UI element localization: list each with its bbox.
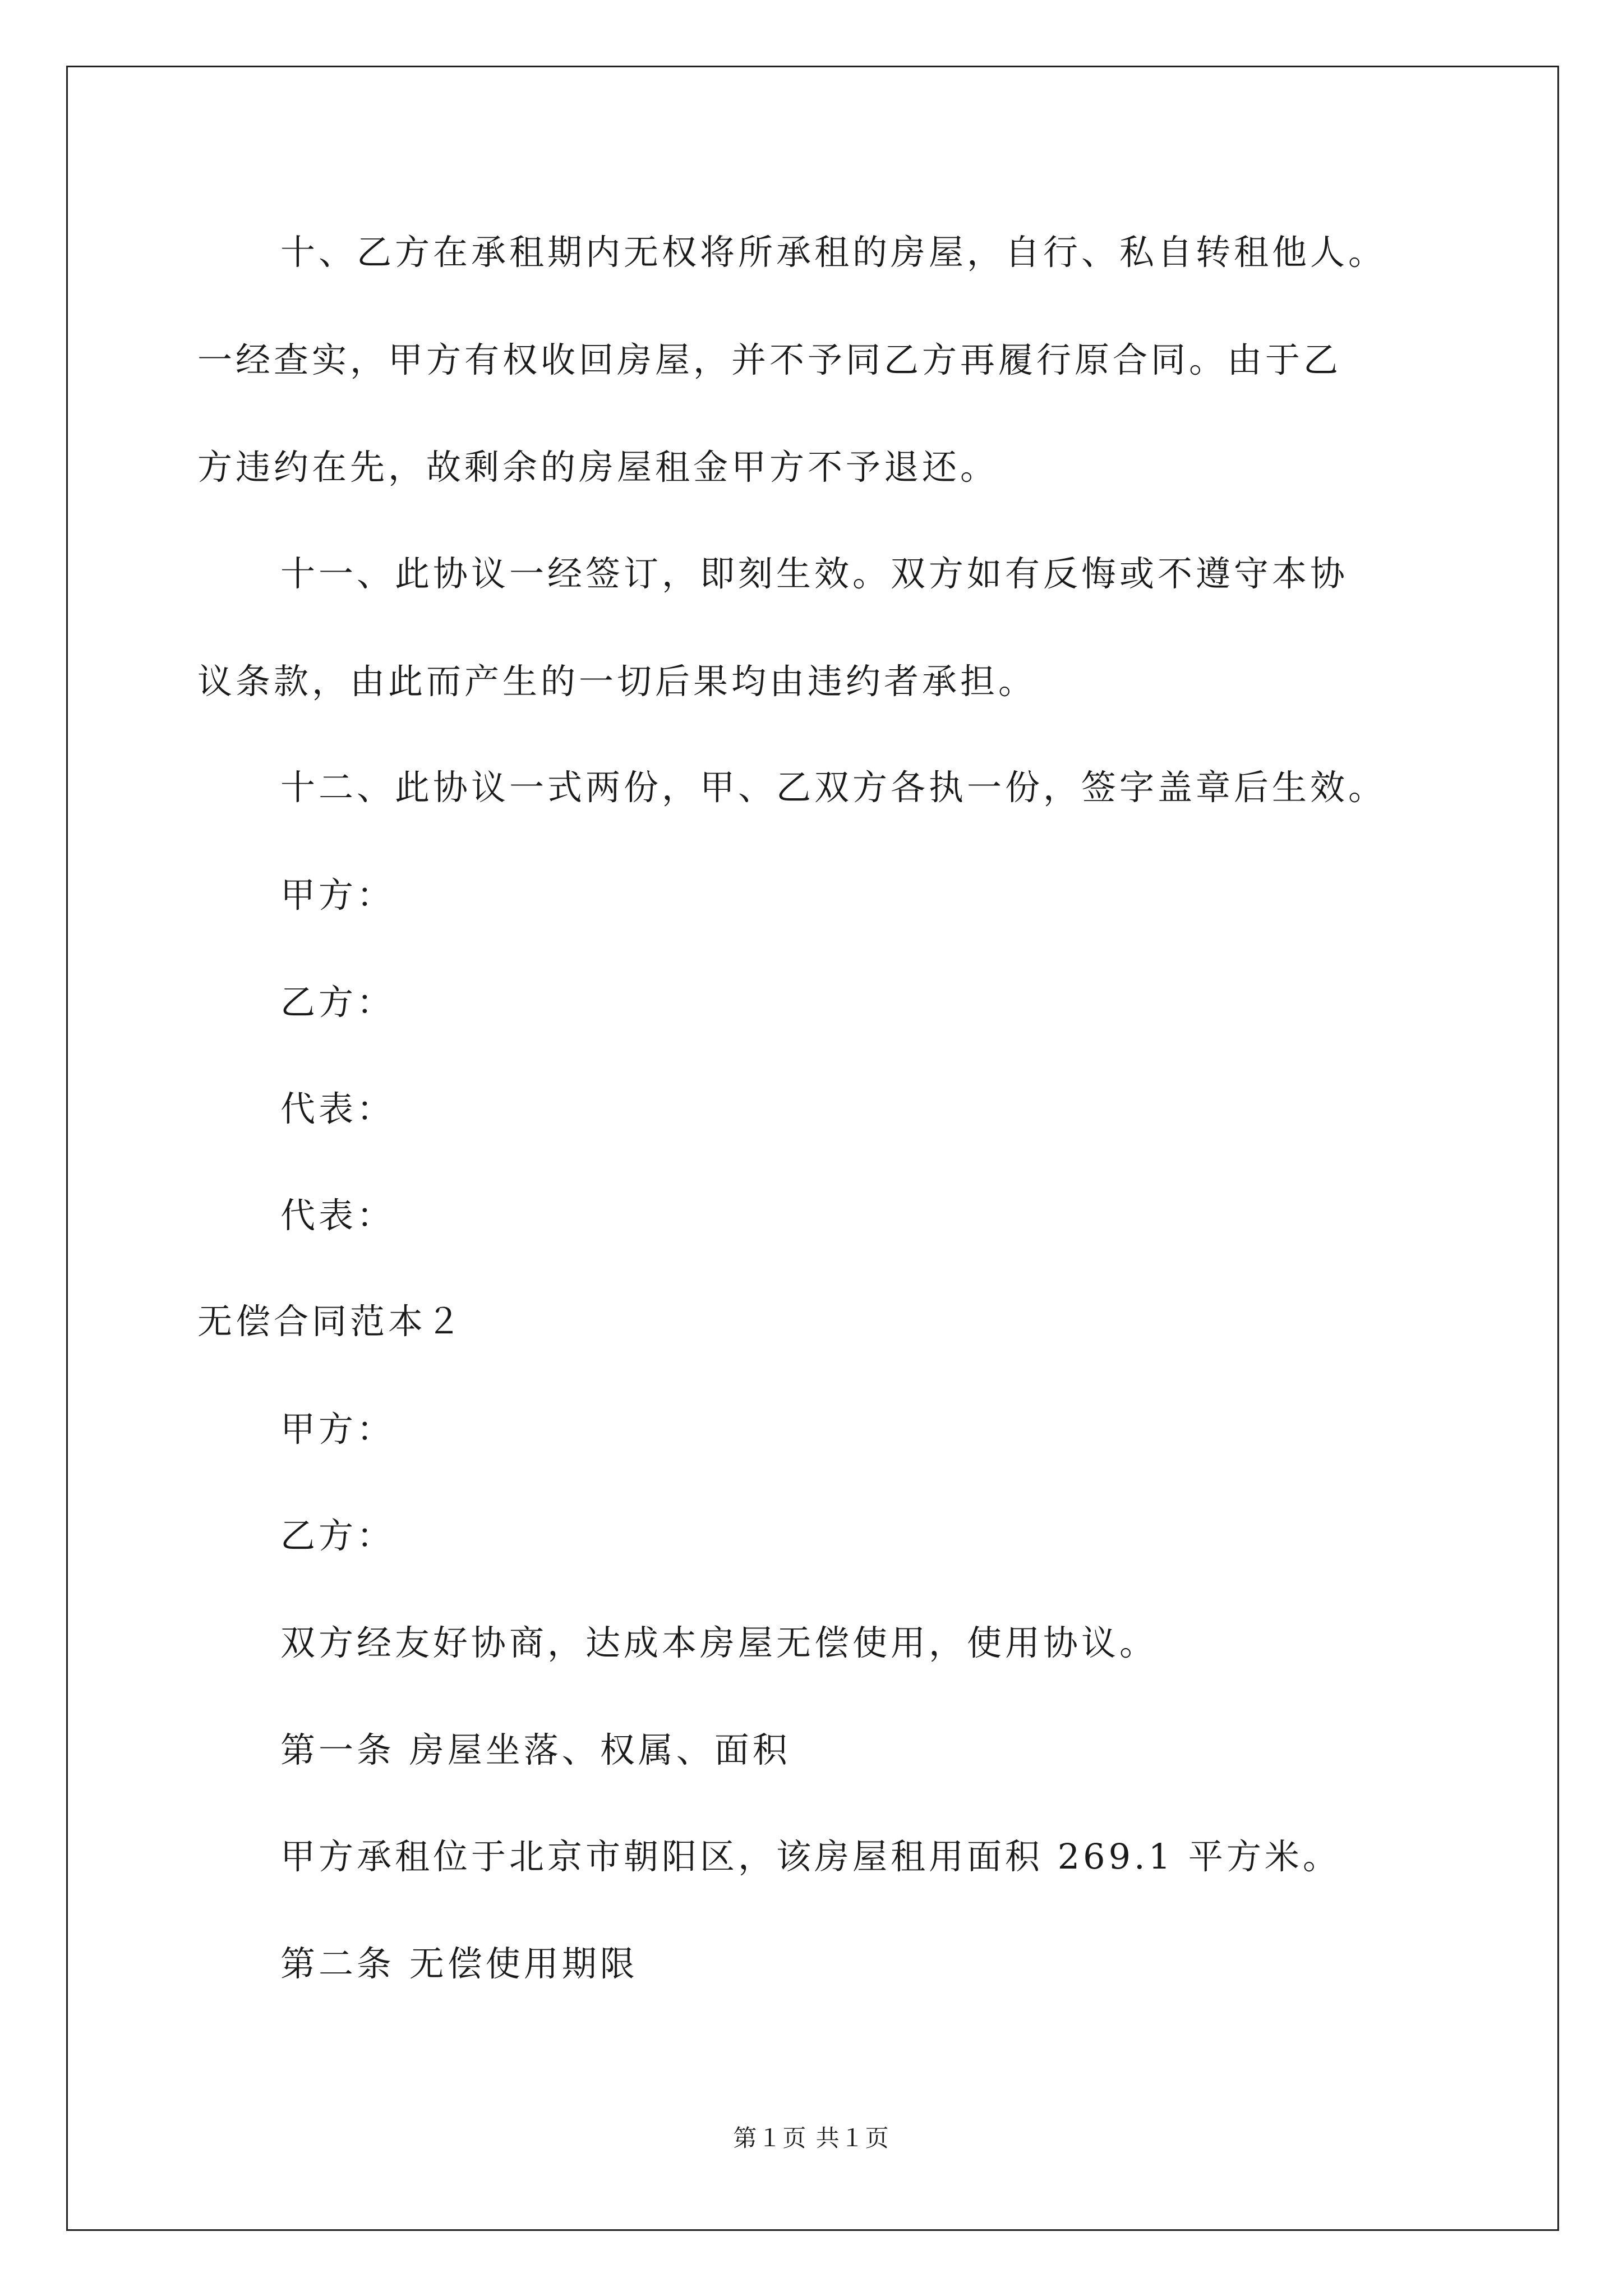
- party-label-a: 甲方：: [280, 1409, 395, 1450]
- paragraph-line: 甲方承租位于北京市朝阳区，该房屋租用面积 269.1 平方米。: [280, 1836, 1341, 1877]
- paragraph-line: 十二、此协议一式两份，甲、乙双方各执一份，签字盖章后生效。: [280, 767, 1387, 808]
- paragraph-line: 议条款，由此而产生的一切后果均由违约者承担。: [197, 661, 1037, 702]
- paragraph-line: 十一、此协议一经签订，即刻生效。双方如有反悔或不遵守本协: [280, 553, 1349, 594]
- signature-label-party-a: 甲方：: [280, 875, 395, 915]
- signature-label-representative: 代表：: [280, 1088, 395, 1129]
- page-footer: 第１页 共１页: [733, 2124, 890, 2152]
- article-heading: 第二条 无偿使用期限: [280, 1943, 638, 1984]
- section-heading: 无偿合同范本２: [197, 1301, 465, 1342]
- paragraph-line: 一经查实，甲方有权收回房屋，并不予同乙方再履行原合同。由于乙: [197, 339, 1342, 380]
- paragraph-line: 方违约在先，故剩余的房屋租金甲方不予退还。: [197, 447, 999, 487]
- signature-label-party-b: 乙方：: [280, 982, 395, 1023]
- signature-label-representative: 代表：: [280, 1195, 395, 1236]
- article-heading: 第一条 房屋坐落、权属、面积: [280, 1729, 791, 1770]
- paragraph-line: 双方经友好协商，达成本房屋无偿使用，使用协议。: [280, 1622, 1158, 1663]
- page-border: [66, 66, 1559, 2231]
- paragraph-line: 十、乙方在承租期内无权将所承租的房屋，自行、私自转租他人。: [280, 232, 1387, 273]
- party-label-b: 乙方：: [280, 1515, 395, 1556]
